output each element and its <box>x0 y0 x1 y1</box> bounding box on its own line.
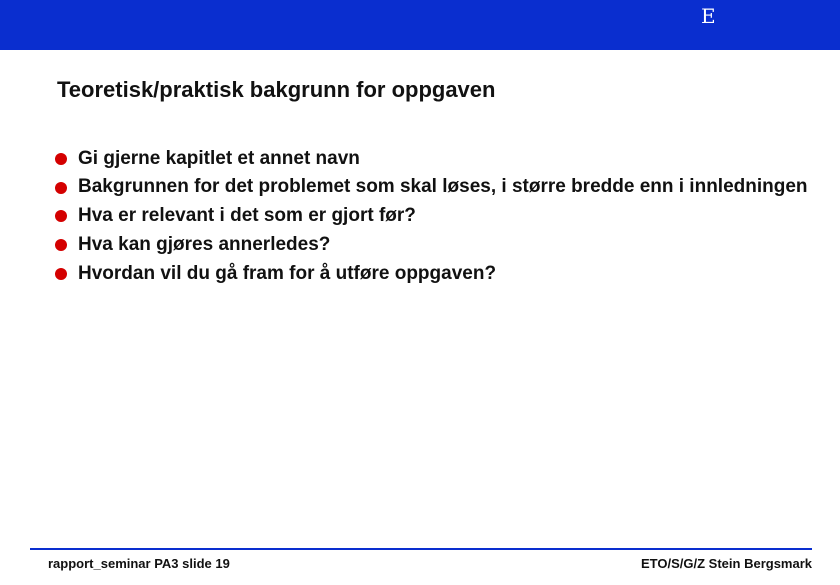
bullet-item <box>54 144 814 173</box>
bullet-text: Gi gjerne kapitlet et annet navn <box>78 148 360 169</box>
slide-title: Teoretisk/praktisk bakgrunn for oppgaven <box>57 77 496 102</box>
bullet-dot-icon <box>55 239 67 251</box>
bullet-text: Hva kan gjøres annerledes? <box>78 234 331 255</box>
bullet-dot-icon <box>55 210 67 222</box>
footer-slide-info: rapport_seminar PA3 slide 19 <box>48 556 230 571</box>
bullet-text: Bakgrunnen for det problemet som skal løses, i større bredde enn i innledningen <box>78 176 808 197</box>
bullet-dot-icon <box>55 182 67 194</box>
header-bar <box>0 0 840 50</box>
bullet-text: Hva er relevant i det som er gjort før? <box>78 205 416 226</box>
header-letter: E <box>701 4 716 28</box>
bullet-list <box>54 144 814 288</box>
bullet-item <box>54 173 814 201</box>
bullet-item <box>54 201 814 230</box>
bullet-text: Hvordan vil du gå fram for å utføre oppgaven? <box>78 263 497 284</box>
footer-author: ETO/S/G/Z Stein Bergsmark <box>641 556 812 571</box>
bullet-dot-icon <box>55 153 67 165</box>
footer-divider <box>30 548 812 550</box>
bullet-dot-icon <box>55 268 67 280</box>
bullet-item <box>54 230 814 259</box>
bullet-item <box>54 259 814 288</box>
